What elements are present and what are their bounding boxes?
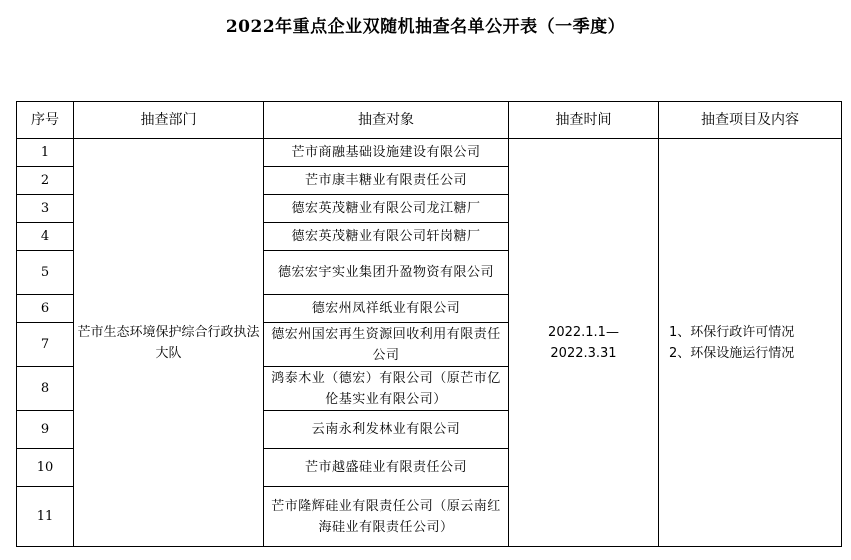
row-target: 德宏宏宇实业集团升盈物资有限公司 (264, 251, 509, 295)
row-seq: 5 (17, 251, 74, 295)
row-target: 芒市越盛硅业有限责任公司 (264, 449, 509, 487)
check-item: 2、环保设施运行情况 (669, 345, 795, 361)
row-seq: 8 (17, 367, 74, 411)
row-target: 德宏州国宏再生资源回收利用有限责任公司 (264, 323, 509, 367)
row-target: 德宏州凤祥纸业有限公司 (264, 295, 509, 323)
check-items-cell (659, 139, 842, 547)
row-seq: 6 (17, 295, 74, 323)
row-target: 云南永利发林业有限公司 (264, 411, 509, 449)
row-seq: 1 (17, 139, 74, 167)
header-seq: 序号 (17, 102, 74, 139)
header-target: 抽查对象 (264, 102, 509, 139)
time-end: 2022.3.31 (550, 345, 617, 361)
check-item: 1、环保行政许可情况 (669, 324, 795, 340)
row-target: 德宏英茂糖业有限公司龙江糖厂 (264, 195, 509, 223)
header-department: 抽查部门 (74, 102, 264, 139)
row-seq: 3 (17, 195, 74, 223)
time-start: 2022.1.1— (548, 324, 619, 340)
department-cell: 芒市生态环境保护综合行政执法大队 (74, 139, 264, 547)
table-row (17, 139, 842, 167)
table-header-row (17, 102, 842, 139)
row-target: 芒市商融基础设施建设有限公司 (264, 139, 509, 167)
page-title: 2022年重点企业双随机抽查名单公开表（一季度） (225, 17, 626, 37)
row-seq: 4 (17, 223, 74, 251)
header-items: 抽查项目及内容 (659, 102, 842, 139)
row-seq: 7 (17, 323, 74, 367)
time-cell (509, 139, 659, 547)
row-seq: 11 (17, 487, 74, 547)
row-target: 鸿泰木业（德宏）有限公司（原芒市亿伦基实业有限公司） (264, 367, 509, 411)
row-target: 芒市康丰糖业有限责任公司 (264, 167, 509, 195)
row-seq: 10 (17, 449, 74, 487)
header-time: 抽查时间 (509, 102, 659, 139)
row-seq: 2 (17, 167, 74, 195)
inspection-table (16, 101, 842, 547)
row-target: 德宏英茂糖业有限公司轩岗糖厂 (264, 223, 509, 251)
row-target: 芒市隆辉硅业有限责任公司（原云南红海硅业有限责任公司） (264, 487, 509, 547)
row-seq: 9 (17, 411, 74, 449)
